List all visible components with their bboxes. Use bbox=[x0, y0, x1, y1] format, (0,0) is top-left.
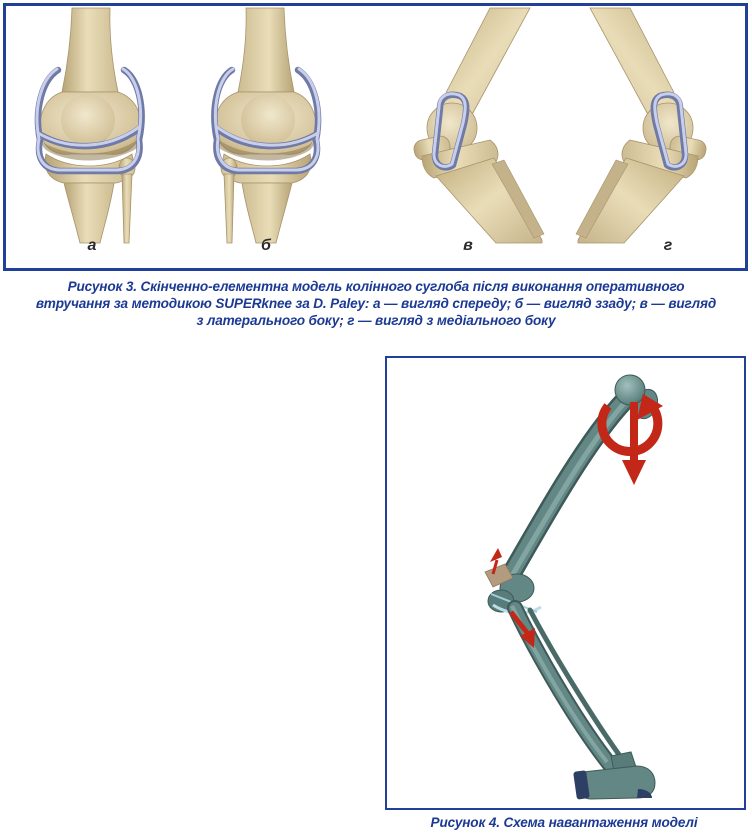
panel-label-g: г bbox=[663, 237, 673, 254]
knee-panel-a bbox=[37, 8, 142, 243]
knee-panel-g bbox=[576, 8, 708, 243]
figure3-box bbox=[3, 3, 748, 271]
figure4-box bbox=[385, 356, 746, 810]
figure3-knee-models-image bbox=[6, 6, 745, 268]
panel-label-b: б bbox=[261, 237, 271, 254]
knee-panel-v bbox=[412, 8, 544, 243]
figure3-caption-line2: втручання за методикою SUPERknee за D. Paley: а — вигляд спереду; б — вигляд ззаду; в — вигляд bbox=[35, 295, 717, 311]
figure4-loading-scheme-image bbox=[387, 358, 744, 808]
femoral-head bbox=[615, 375, 645, 405]
panel-label-v: в bbox=[463, 237, 473, 254]
figure3-caption bbox=[0, 279, 752, 329]
figure3-caption-line3: з латерального боку; г — вигляд з медіального боку bbox=[196, 312, 556, 328]
knee-panel-b bbox=[214, 8, 319, 243]
panel-label-a: а bbox=[87, 237, 97, 254]
foot-model bbox=[573, 752, 655, 800]
figure4-caption: Рисунок 4. Схема навантаження моделі bbox=[430, 815, 698, 830]
figure3-caption-line1: Рисунок 3. Скінченно-елементна модель колінного суглоба після виконання оперативного bbox=[67, 279, 685, 294]
